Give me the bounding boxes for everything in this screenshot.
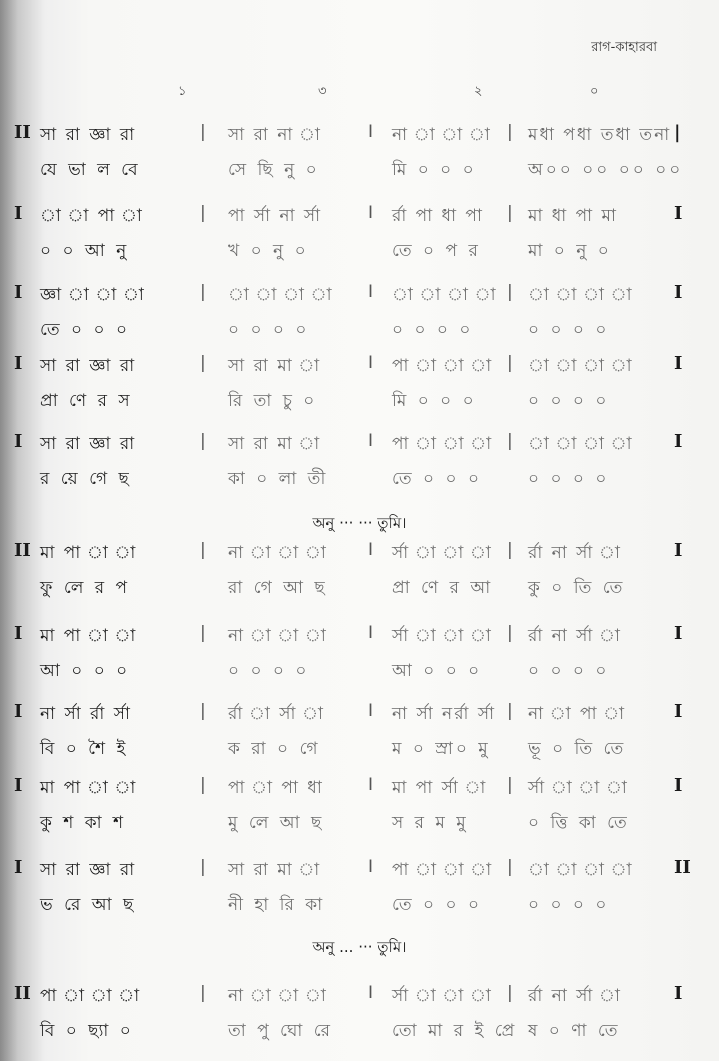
swara-segment: সা রা না া [228,125,322,145]
lyric-line [0,736,719,760]
beat-mark: ০ [590,84,599,99]
lyric-segment: ০ ০ ০ ০ [392,320,474,340]
swara-segment: র্রা া র্সা া [228,704,325,724]
lyric-segment: স র ম মু [392,813,469,833]
lyric-segment: ভ রে আ ছ [40,895,137,915]
start-barline: I [14,857,23,878]
swara-segment: মা পা র্সা া [392,778,488,798]
beat-separator: | [200,122,206,142]
lyric-line [0,1018,719,1042]
beat-separator: I [368,701,374,721]
end-barline: | [674,122,681,143]
swara-segment: না া া া [228,543,328,563]
lyric-segment: অ০০ ০০ ০০ ০০ [528,160,684,180]
beat-separator: I [368,540,374,560]
beat-mark: ৩ [318,84,327,99]
swara-segment: মা পা া া [40,626,138,646]
lyric-line [0,317,719,341]
lyric-segment: ০ ০ ০ ০ [228,661,310,681]
beat-separator: | [200,353,206,373]
lyric-segment: বি ০ শৈ ই [40,739,129,759]
swara-segment: সা রা জ্ঞা রা [40,356,137,376]
lyric-segment: প্রা ণে র আ [392,578,494,598]
end-barline: I [674,540,683,561]
swara-segment: া া া া [528,860,634,880]
swara-segment: না া া া [228,986,328,1006]
swara-segment: র্রা না র্সা া [528,543,622,563]
beat-separator: | [507,353,513,373]
lyric-line [0,157,719,181]
swara-line [0,540,719,564]
section-caption: অনু ··· ··· তুমি। [312,514,407,532]
swara-segment: সা রা মা া [228,860,322,880]
beat-separator: I [368,431,374,451]
swara-line [0,623,719,647]
beat-separator: | [507,122,513,142]
swara-segment: পা া া া [40,986,142,1006]
swara-segment: র্রা না র্সা া [528,626,622,646]
beat-separator: | [507,540,513,560]
swara-segment: পা র্সা না র্সা [228,206,323,226]
beat-markers [0,82,719,106]
lyric-segment: আ ০ ০ ০ [40,661,131,681]
start-barline: I [14,623,23,644]
beat-separator: | [507,431,513,451]
swara-segment: না র্সা নর্রা র্সা [392,704,497,724]
lyric-segment: তো মা র ই প্রে [392,1021,518,1041]
lyric-segment: ক রা ০ গে [228,739,321,759]
start-barline: II [14,983,31,1004]
swara-segment: র্সা া া া [392,626,493,646]
lyric-line [0,238,719,262]
swara-segment: জ্ঞা া া া [40,285,146,305]
swara-segment: া া া া [228,285,334,305]
swara-line [0,353,719,377]
beat-mark: ২ [474,84,483,99]
lyric-segment: কু ০ তি তে [528,578,626,598]
beat-separator: | [200,203,206,223]
end-barline: I [674,282,683,303]
swara-segment: না া পা া [528,704,627,724]
end-barline: I [674,431,683,452]
lyric-line [0,466,719,490]
beat-separator: | [200,623,206,643]
lyric-segment: বি ০ ছ্যা ০ [40,1021,134,1041]
swara-segment: সা রা জ্ঞা রা [40,434,137,454]
beat-separator: | [200,857,206,877]
lyric-segment: আ ০ ০ ০ [392,661,483,681]
beat-separator: I [368,983,374,1003]
swara-segment: পা া পা ধা [228,778,324,798]
beat-separator: | [507,282,513,302]
beat-separator: | [200,983,206,1003]
swara-segment: র্সা া া া [392,986,493,1006]
start-barline: I [14,282,23,303]
lyric-segment: মি ০ ০ ০ [392,160,477,180]
lyric-segment: র য়ে গে ছ [40,469,132,489]
beat-separator: | [507,623,513,643]
lyric-segment: খ ০ নু ০ [228,241,309,261]
start-barline: II [14,540,31,561]
start-barline: I [14,701,23,722]
swara-segment: না া া া [228,626,328,646]
swara-line [0,431,719,455]
beat-separator: | [200,775,206,795]
beat-separator: I [368,623,374,643]
beat-separator: | [200,282,206,302]
beat-mark: ১ [178,84,187,99]
lyric-segment: ০ ০ ০ ০ [528,661,610,681]
end-barline: I [674,983,683,1004]
swara-segment: া া া া [392,285,498,305]
lyric-segment: রা গে আ ছ [228,578,328,598]
lyric-segment: মু লে আ ছ [228,813,325,833]
lyric-segment: তে ০ ০ ০ [392,469,483,489]
beat-separator: | [200,540,206,560]
lyric-segment: কা ০ লা তী [228,469,329,489]
beat-separator: | [507,775,513,795]
end-barline: II [674,857,691,878]
lyric-segment: ভূ ০ তি তে [528,739,627,759]
swara-line [0,203,719,227]
lyric-segment: মি ০ ০ ০ [392,391,477,411]
lyric-segment: ষ ০ ণা তে [528,1021,621,1041]
beat-separator: | [200,701,206,721]
page-header: রাগ-কাহারবা [591,40,657,55]
lyric-segment: নী হা রি কা [228,895,326,915]
swara-line [0,282,719,306]
swara-segment: মা পা া া [40,543,138,563]
lyric-line [0,810,719,834]
swara-segment: া া া া [528,356,634,376]
swara-segment: া া া া [528,285,634,305]
beat-separator: | [507,857,513,877]
beat-separator: | [507,983,513,1003]
beat-separator: I [368,203,374,223]
swara-segment: না র্সা র্রা র্সা [40,704,132,724]
lyric-segment: ০ ০ ০ ০ [528,320,610,340]
swara-segment: সা রা মা া [228,356,322,376]
start-barline: II [14,122,31,143]
beat-separator: | [507,203,513,223]
swara-segment: সা রা জ্ঞা রা [40,125,137,145]
swara-segment: পা া া া [392,356,494,376]
swara-line [0,857,719,881]
lyric-segment: তে ০ ০ ০ [40,320,131,340]
lyric-segment: ০ ০ ০ ০ [228,320,310,340]
lyric-segment: ০ ০ ০ ০ [528,469,610,489]
lyric-segment: সে ছি নু ০ [228,160,320,180]
lyric-line [0,892,719,916]
end-barline: I [674,775,683,796]
lyric-segment: তে ০ ০ ০ [392,895,483,915]
lyric-line [0,658,719,682]
lyric-segment: ০ ০ আ নু [40,241,130,261]
lyric-segment: কু শ কা শ [40,813,127,833]
beat-separator: | [507,701,513,721]
lyric-line [0,575,719,599]
swara-segment: র্সা া া া [528,778,629,798]
lyric-segment: যে ভা ল বে [40,160,141,180]
swara-segment: মা পা া া [40,778,138,798]
beat-separator: I [368,122,374,142]
lyric-segment: তা পু ঘো রে [228,1021,334,1041]
swara-segment: মা ধা পা মা [528,206,618,226]
lyric-segment: ০ ত্তি কা তে [528,813,630,833]
swara-segment: র্সা া া া [392,543,493,563]
start-barline: I [14,775,23,796]
lyric-segment: মা ০ নু ০ [528,241,612,261]
swara-segment: র্রা পা ধা পা [392,206,484,226]
lyric-segment: রি তা চু ০ [228,391,318,411]
lyric-segment: ফু লে র প [40,578,131,598]
section-caption: অনু ... ··· তুমি। [312,938,407,956]
lyric-segment: প্রা ণে র স [40,391,133,411]
beat-separator: | [200,431,206,451]
end-barline: I [674,353,683,374]
beat-separator: I [368,282,374,302]
beat-separator: I [368,353,374,373]
lyric-segment: ০ ০ ০ ০ [528,895,610,915]
lyric-segment: ম ০ স্রা০ মু [392,739,491,759]
swara-segment: া া া া [528,434,634,454]
lyric-line [0,388,719,412]
swara-segment: না া া া [392,125,492,145]
swara-line [0,701,719,725]
swara-segment: র্রা না র্সা া [528,986,622,1006]
swara-segment: সা রা মা া [228,434,322,454]
end-barline: I [674,701,683,722]
end-barline: I [674,623,683,644]
start-barline: I [14,353,23,374]
beat-separator: I [368,857,374,877]
swara-line [0,122,719,146]
swara-segment: পা া া া [392,434,494,454]
lyric-segment: ০ ০ ০ ০ [528,391,610,411]
start-barline: I [14,431,23,452]
swara-segment: া া পা া [40,206,144,226]
end-barline: I [674,203,683,224]
swara-segment: সা রা জ্ঞা রা [40,860,137,880]
beat-separator: I [368,775,374,795]
swara-line [0,983,719,1007]
swara-segment: পা া া া [392,860,494,880]
swara-segment: মধা পধা তধা তনা [528,125,672,145]
start-barline: I [14,203,23,224]
lyric-segment: তে ০ প র [392,241,481,261]
swara-line [0,775,719,799]
